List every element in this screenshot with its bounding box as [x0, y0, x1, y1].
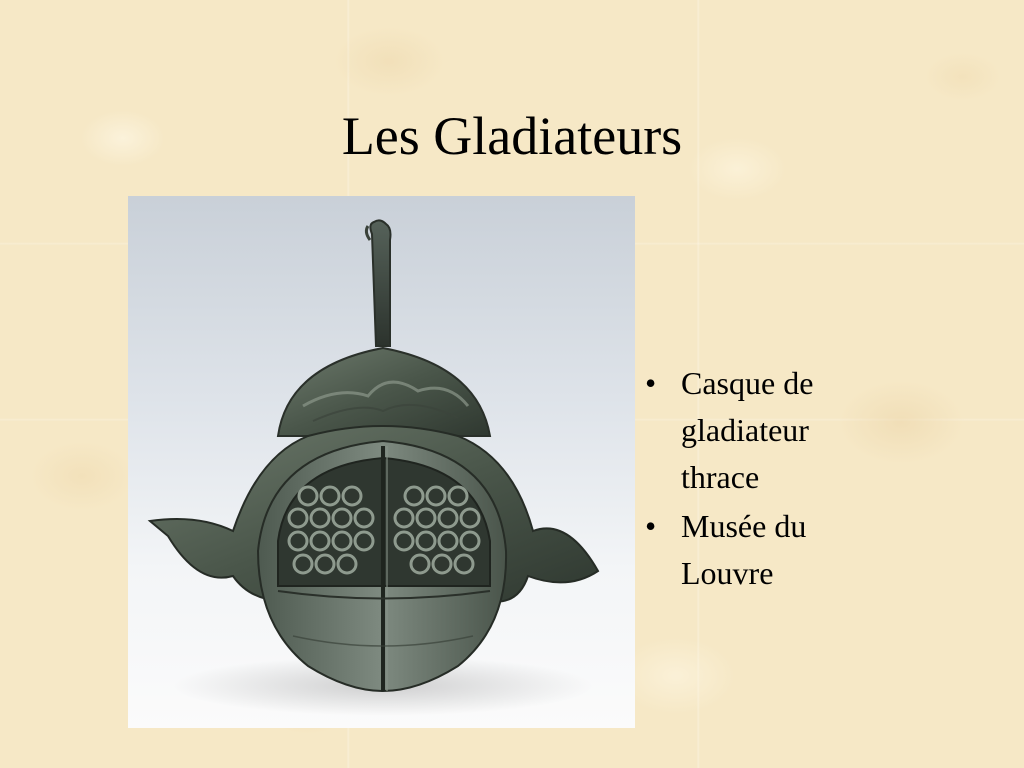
bullet-marker: • [645, 365, 657, 401]
slide-title: Les Gladiateurs [341, 106, 683, 166]
bullet-item-helmet [645, 360, 1005, 501]
bullet-marker: • [645, 508, 657, 544]
gladiator-helmet-photo [128, 196, 635, 728]
bullet-list [645, 360, 1005, 599]
bullet-item-museum [645, 503, 1005, 597]
bullet-text: Musée du Louvre [681, 508, 807, 591]
bullet-text: Casque de gladiateur thrace [681, 365, 814, 495]
